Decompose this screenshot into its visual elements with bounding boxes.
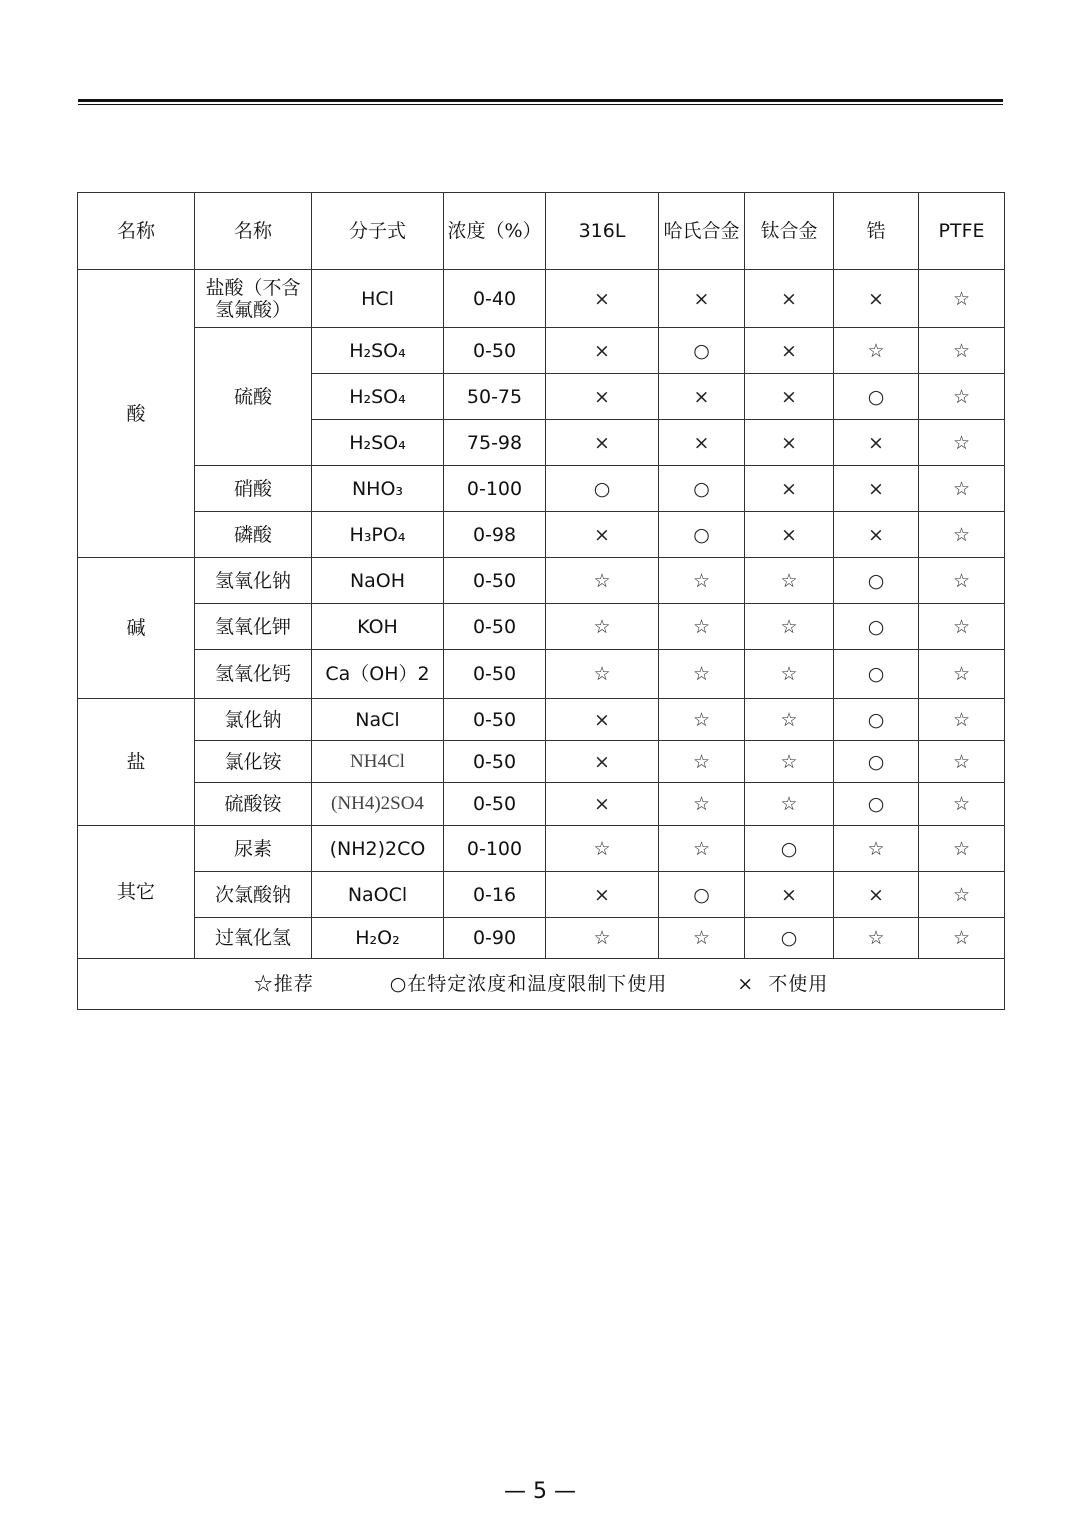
rating-zirconium: ○ (834, 783, 919, 826)
rating-316l: ○ (546, 466, 659, 512)
concentration: 0-50 (444, 558, 546, 604)
rating-ptfe: ☆ (919, 918, 1005, 959)
chemical-name: 次氯酸钠 (195, 872, 312, 918)
rating-titanium: ☆ (745, 558, 834, 604)
group-label-acid: 酸 (78, 270, 195, 558)
rating-316l: × (546, 699, 659, 741)
table-header-row (78, 193, 1005, 270)
chemical-name: 磷酸 (195, 512, 312, 558)
chemical-name: 硫酸铵 (195, 783, 312, 826)
rating-hastelloy: ☆ (659, 558, 745, 604)
rating-hastelloy: ○ (659, 328, 745, 374)
column-header: 钛合金 (745, 193, 834, 270)
chemical-name: 氢氧化钙 (195, 650, 312, 699)
rating-hastelloy: ☆ (659, 699, 745, 741)
rating-titanium: × (745, 420, 834, 466)
table-row (78, 650, 1005, 699)
legend-not-used: × 不使用 (737, 973, 829, 995)
concentration: 0-50 (444, 741, 546, 783)
rating-316l: × (546, 328, 659, 374)
rating-titanium: ☆ (745, 783, 834, 826)
rating-zirconium: ○ (834, 650, 919, 699)
table-row (78, 328, 1005, 374)
chemical-name: 氢氧化钠 (195, 558, 312, 604)
rating-hastelloy: ☆ (659, 826, 745, 872)
rating-hastelloy: ☆ (659, 783, 745, 826)
chemical-formula: H₂SO₄ (312, 328, 444, 374)
legend (78, 959, 1005, 1010)
rating-titanium: ☆ (745, 699, 834, 741)
chemical-formula: NHO₃ (312, 466, 444, 512)
rating-ptfe: ☆ (919, 604, 1005, 650)
chemical-formula: NaOH (312, 558, 444, 604)
group-label-other: 其它 (78, 826, 195, 959)
rating-titanium: × (745, 328, 834, 374)
table-row (78, 558, 1005, 604)
chemical-formula: (NH4)2SO4 (312, 783, 444, 826)
chemical-name: 硫酸 (195, 328, 312, 466)
rating-316l: × (546, 270, 659, 328)
rating-zirconium: × (834, 466, 919, 512)
chemical-formula: NaOCl (312, 872, 444, 918)
concentration: 0-16 (444, 872, 546, 918)
column-header: PTFE (919, 193, 1005, 270)
rating-zirconium: ○ (834, 741, 919, 783)
rating-hastelloy: ☆ (659, 650, 745, 699)
concentration: 0-100 (444, 826, 546, 872)
rating-zirconium: ☆ (834, 826, 919, 872)
table-row (78, 826, 1005, 872)
table-row (78, 699, 1005, 741)
concentration: 0-100 (444, 466, 546, 512)
legend-limited-use: ○在特定浓度和温度限制下使用 (389, 973, 668, 995)
rating-zirconium: × (834, 420, 919, 466)
rating-zirconium: × (834, 512, 919, 558)
rating-titanium: × (745, 374, 834, 420)
column-header: 名称 (78, 193, 195, 270)
rating-hastelloy: ☆ (659, 604, 745, 650)
concentration: 50-75 (444, 374, 546, 420)
rating-titanium: × (745, 512, 834, 558)
rating-hastelloy: × (659, 374, 745, 420)
rating-ptfe: ☆ (919, 512, 1005, 558)
header-rule-thin (78, 104, 1003, 105)
rating-titanium: ☆ (745, 650, 834, 699)
table-row (78, 872, 1005, 918)
concentration: 0-90 (444, 918, 546, 959)
chemical-formula: H₃PO₄ (312, 512, 444, 558)
rating-hastelloy: ○ (659, 512, 745, 558)
rating-titanium: × (745, 466, 834, 512)
rating-hastelloy: ○ (659, 466, 745, 512)
table-row (78, 512, 1005, 558)
rating-316l: × (546, 512, 659, 558)
rating-ptfe: ☆ (919, 270, 1005, 328)
rating-316l: × (546, 741, 659, 783)
table-row (78, 918, 1005, 959)
table-row (78, 604, 1005, 650)
rating-ptfe: ☆ (919, 872, 1005, 918)
chemical-name: 过氧化氢 (195, 918, 312, 959)
chemical-formula: H₂SO₄ (312, 420, 444, 466)
concentration: 75-98 (444, 420, 546, 466)
rating-316l: ☆ (546, 918, 659, 959)
rating-ptfe: ☆ (919, 374, 1005, 420)
rating-316l: × (546, 783, 659, 826)
column-header: 名称 (195, 193, 312, 270)
rating-titanium: ☆ (745, 604, 834, 650)
chemical-formula: HCl (312, 270, 444, 328)
table-row (78, 741, 1005, 783)
header-rule-thick (78, 99, 1003, 102)
rating-zirconium: ☆ (834, 328, 919, 374)
rating-ptfe: ☆ (919, 466, 1005, 512)
rating-zirconium: ○ (834, 374, 919, 420)
concentration: 0-50 (444, 783, 546, 826)
rating-ptfe: ☆ (919, 650, 1005, 699)
chemical-formula: H₂SO₄ (312, 374, 444, 420)
rating-ptfe: ☆ (919, 420, 1005, 466)
page-number: — 5 — (504, 1479, 576, 1504)
concentration: 0-40 (444, 270, 546, 328)
chemical-name: 氯化钠 (195, 699, 312, 741)
rating-ptfe: ☆ (919, 741, 1005, 783)
chemical-formula: KOH (312, 604, 444, 650)
chemical-name: 盐酸（不含氢氟酸） (195, 270, 312, 328)
rating-titanium: × (745, 270, 834, 328)
concentration: 0-50 (444, 604, 546, 650)
rating-hastelloy: ☆ (659, 918, 745, 959)
concentration: 0-50 (444, 650, 546, 699)
rating-titanium: ☆ (745, 741, 834, 783)
rating-316l: ☆ (546, 650, 659, 699)
chemical-formula: NaCl (312, 699, 444, 741)
rating-hastelloy: × (659, 270, 745, 328)
rating-titanium: × (745, 872, 834, 918)
table-row (78, 466, 1005, 512)
column-header: 分子式 (312, 193, 444, 270)
rating-zirconium: × (834, 270, 919, 328)
table-row (78, 783, 1005, 826)
rating-hastelloy: ○ (659, 872, 745, 918)
group-label-base: 碱 (78, 558, 195, 699)
rating-316l: ☆ (546, 558, 659, 604)
chemical-formula: NH4Cl (312, 741, 444, 783)
concentration: 0-50 (444, 699, 546, 741)
rating-316l: ☆ (546, 604, 659, 650)
chemical-name: 氯化铵 (195, 741, 312, 783)
legend-recommended: ☆推荐 (253, 973, 314, 995)
column-header: 316L (546, 193, 659, 270)
column-header: 浓度（%） (444, 193, 546, 270)
rating-ptfe: ☆ (919, 826, 1005, 872)
rating-ptfe: ☆ (919, 783, 1005, 826)
table-row (78, 270, 1005, 328)
rating-hastelloy: ☆ (659, 741, 745, 783)
legend-row (78, 959, 1005, 1010)
chemical-name: 硝酸 (195, 466, 312, 512)
rating-ptfe: ☆ (919, 558, 1005, 604)
rating-316l: × (546, 872, 659, 918)
chemical-name: 氢氧化钾 (195, 604, 312, 650)
chemical-formula: (NH2)2CO (312, 826, 444, 872)
column-header: 哈氏合金 (659, 193, 745, 270)
rating-hastelloy: × (659, 420, 745, 466)
rating-titanium: ○ (745, 826, 834, 872)
rating-zirconium: × (834, 872, 919, 918)
rating-ptfe: ☆ (919, 328, 1005, 374)
rating-316l: × (546, 420, 659, 466)
corrosion-resistance-table (77, 192, 1005, 1010)
rating-ptfe: ☆ (919, 699, 1005, 741)
group-label-salt: 盐 (78, 699, 195, 826)
rating-zirconium: ○ (834, 699, 919, 741)
column-header: 锆 (834, 193, 919, 270)
rating-zirconium: ○ (834, 604, 919, 650)
concentration: 0-50 (444, 328, 546, 374)
rating-316l: ☆ (546, 826, 659, 872)
rating-316l: × (546, 374, 659, 420)
rating-zirconium: ☆ (834, 918, 919, 959)
rating-zirconium: ○ (834, 558, 919, 604)
rating-titanium: ○ (745, 918, 834, 959)
concentration: 0-98 (444, 512, 546, 558)
chemical-formula: Ca（OH）2 (312, 650, 444, 699)
chemical-formula: H₂O₂ (312, 918, 444, 959)
chemical-name: 尿素 (195, 826, 312, 872)
